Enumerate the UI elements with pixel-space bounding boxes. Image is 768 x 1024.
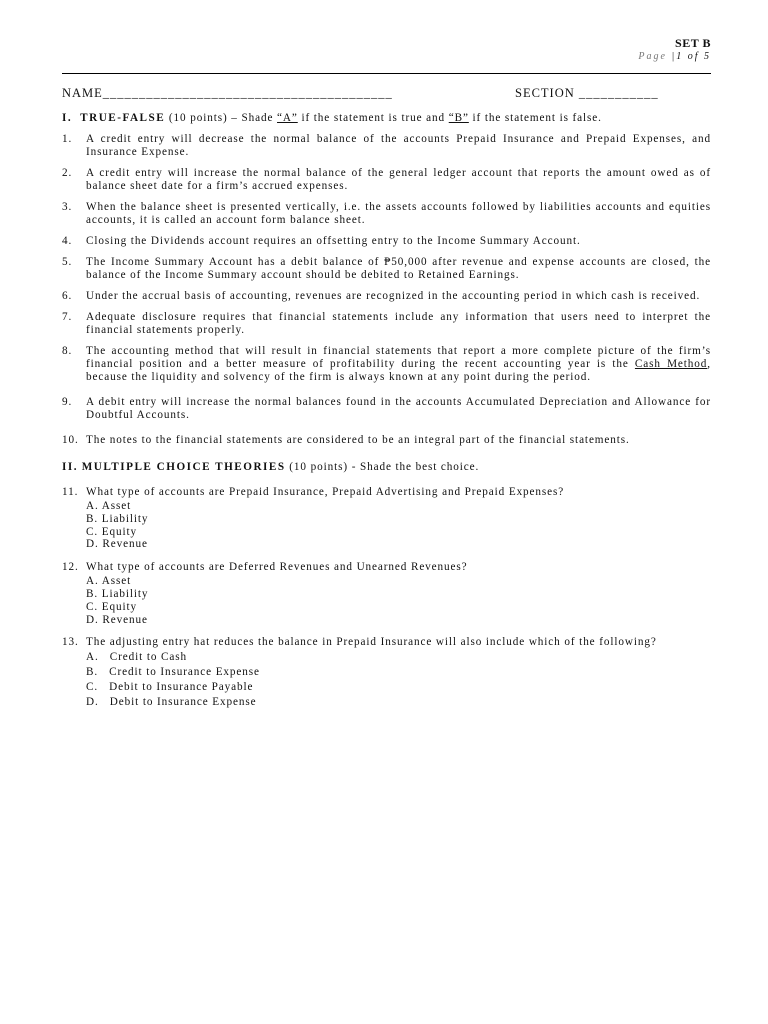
- question-text: The Income Summary Account has a debit balance of ₱50,000 after revenue and expense accounts are closed, the balance of the Income Summary account should be debited to Retained Earnings.: [86, 256, 711, 281]
- question-11: [62, 486, 711, 551]
- question-1: [62, 133, 711, 159]
- question-5: [62, 256, 711, 282]
- question-number: 12.: [62, 561, 79, 574]
- question-text: The notes to the financial statements are considered to be an integral part of the financial statements.: [86, 434, 630, 446]
- question-text: A debit entry will increase the normal balances found in the accounts Accumulated Depreciation and Allowance for Doubtful Accounts.: [86, 396, 711, 421]
- question-number: 2.: [62, 167, 73, 179]
- question-8: [62, 345, 711, 384]
- page-total: of 5: [687, 51, 711, 62]
- choice-b-label: “B”: [448, 112, 469, 124]
- question-text: Adequate disclosure requires that financial statements include any information that users need to interpret the financial statements properly.: [86, 311, 711, 336]
- choice-option: A. Asset: [86, 575, 132, 588]
- cash-method-term: Cash Method: [634, 358, 708, 370]
- question-text: Under the accrual basis of accounting, revenues are recognized in the accounting period in which cash is received.: [86, 290, 701, 302]
- page-word: Page: [638, 51, 667, 62]
- section-1-numeral: I.: [62, 112, 73, 124]
- question-text-post: , because the liquidity and solvency of the firm is always known at any point during the period.: [86, 358, 711, 383]
- section-2-instr: - Shade the best choice.: [351, 461, 480, 473]
- question-number: 10.: [62, 434, 79, 446]
- page-number: 1: [676, 51, 684, 62]
- section-2-title: MULTIPLE CHOICE THEORIES: [81, 461, 286, 473]
- question-9: [62, 396, 711, 422]
- header-divider: [62, 73, 711, 74]
- choice-option: A. Credit to Cash: [86, 651, 188, 664]
- question-6: [62, 290, 711, 303]
- question-text: The adjusting entry hat reduces the balance in Prepaid Insurance will also include which of the following?: [86, 636, 657, 649]
- exam-content: [62, 112, 711, 718]
- choice-option: D. Debit to Insurance Expense: [86, 696, 257, 709]
- choice-option: A. Asset: [86, 500, 132, 512]
- question-10: [62, 434, 711, 447]
- choice-list: [86, 500, 711, 551]
- choice-option: C. Debit to Insurance Payable: [86, 681, 254, 694]
- section-1-instr-post: if the statement is false.: [472, 112, 602, 124]
- section-field: SECTION ___________: [515, 86, 659, 100]
- question-number: 7.: [62, 311, 73, 323]
- question-text: A credit entry will decrease the normal balance of the accounts Prepaid Insurance and Prepaid Expenses, and Insurance Expense.: [86, 133, 711, 158]
- section-2-heading: [62, 461, 711, 474]
- section-1-points: (10 points): [168, 112, 228, 124]
- question-number: 11.: [62, 486, 79, 498]
- question-number: 6.: [62, 290, 73, 302]
- choice-option: D. Revenue: [86, 538, 148, 551]
- question-2: [62, 167, 711, 193]
- question-3: [62, 201, 711, 227]
- choice-list: [86, 575, 711, 626]
- question-number: 13.: [62, 636, 79, 649]
- question-number: 1.: [62, 133, 73, 145]
- question-text: Closing the Dividends account requires an offsetting entry to the Income Summary Account.: [86, 235, 581, 247]
- section-2-numeral: II.: [62, 461, 79, 473]
- question-number: 9.: [62, 396, 73, 408]
- question-13: [62, 636, 711, 710]
- choice-option: C. Equity: [86, 600, 137, 613]
- choice-option: C. Equity: [86, 525, 137, 538]
- choice-option: B. Liability: [86, 512, 149, 525]
- page-separator: |: [671, 51, 677, 62]
- choice-option: B. Liability: [86, 587, 149, 600]
- name-field: NAME________________________________________: [62, 86, 393, 100]
- section-1-instr-pre: – Shade: [231, 112, 274, 124]
- question-number: 3.: [62, 201, 73, 213]
- section-1-instr-mid: if the statement is true and: [301, 112, 446, 124]
- choice-a-label: “A”: [277, 112, 298, 124]
- question-7: [62, 311, 711, 337]
- question-12: [62, 561, 711, 626]
- question-text: What type of accounts are Deferred Revenues and Unearned Revenues?: [86, 561, 468, 574]
- page-indicator: [638, 51, 711, 62]
- question-4: [62, 235, 711, 248]
- question-number: 4.: [62, 235, 73, 247]
- section-1-heading: [62, 112, 711, 125]
- question-text: When the balance sheet is presented vertically, i.e. the assets accounts followed by liabilities accounts and equities accounts, it is called an account form balance sheet.: [86, 201, 711, 226]
- question-text: A credit entry will increase the normal balance of the general ledger account that reports the amount owed as of balance sheet date for a firm’s accrued expenses.: [86, 167, 711, 192]
- section-2-points: (10 points): [289, 461, 348, 473]
- set-label: SET B: [675, 36, 711, 50]
- choice-list: [86, 650, 711, 710]
- section-1-title: TRUE-FALSE: [80, 112, 166, 124]
- question-text: What type of accounts are Prepaid Insurance, Prepaid Advertising and Prepaid Expenses?: [86, 486, 565, 498]
- question-number: 8.: [62, 345, 73, 357]
- choice-option: D. Revenue: [86, 613, 148, 626]
- choice-option: B. Credit to Insurance Expense: [86, 666, 260, 679]
- question-text-pre: The accounting method that will result in financial statements that report a more complete picture of the firm’s financial position and a better measure of profitability during the recent accounting year is the: [86, 345, 711, 370]
- question-number: 5.: [62, 256, 73, 268]
